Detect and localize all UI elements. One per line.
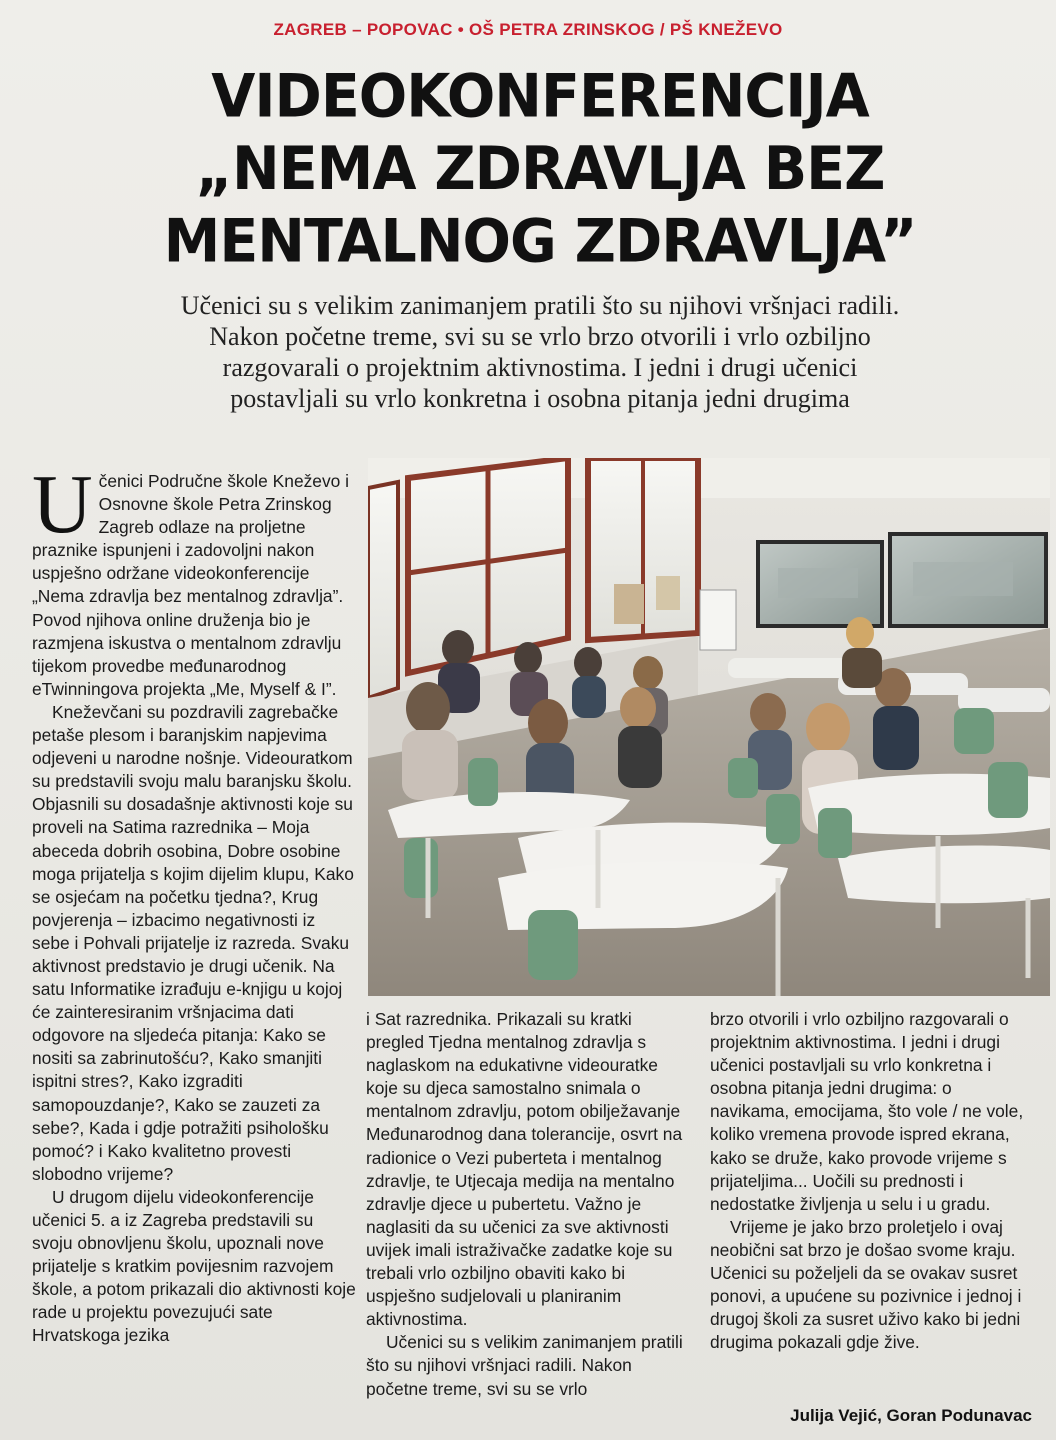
standfirst-line-2: Nakon početne treme, svi su se vrlo brzo otvorili i vrlo ozbiljno	[209, 322, 871, 351]
article-paragraph-4: i Sat razrednika. Prikazali su kratki pregled Tjedna mentalnog zdravlja s naglaskom na edukativne videouratke koje su djeca samostalno snimala o mentalnom zdravlju, potom obilježavanje Međunarodnog dana tolerancije, osvrt na radionice o Vezi puberteta i mentalnog zdravlje, te Utjecaja medija na mentalno zdravlje djece u pubertetu. Važno je naglasiti da su učenici za sve aktivnosti uvijek imali istraživačke zadatke koje su trebali vrlo ozbiljno obaviti kako bi uspješno sudjelovali u planiranim aktivnostima.	[366, 1009, 683, 1330]
article-paragraph-1: čenici Područne škole Kneževo i Osnovne škole Petra Zrinskog Zagreb odlaze na proljetne praznike ispunjeni i zadovoljni nakon uspješno održane videokonferencije „Nema zdravlja bez mentalnog zdravlja”. Povod njihova online druženja bio je razmjena iskustva o mentalnom zdravlju tijekom provedbe međunarodnog eTwinningova projekta „Me, Myself & I”.	[32, 471, 350, 699]
headline-line-2: „NEMA ZDRAVLJA BEZ	[195, 134, 885, 204]
article-paragraph-5: Učenici su s velikim zanimanjem pratili što su njihovi vršnjaci radili. Nakon početne treme, svi su se vrlo	[366, 1332, 683, 1399]
article-column-1	[32, 458, 356, 1348]
standfirst	[100, 290, 980, 414]
headline-line-1: VIDEOKONFERENCIJA	[211, 61, 869, 132]
article-paragraph-2: Kneževčani su pozdravili zagrebačke petaše plesom i baranjskim napjevima odjeveni u narodne nošnje. Videouratkom su predstavili svoju malu baranjsku školu. Objasnili su dosadašnje aktivnosti koje su proveli na Satima razrednika – Moja abeceda dobrih osobina, Dobre osobine moga prijatelja s kojim dijelim klupu, Kako se osjećam na početku tjedna?, Krug povjerenja – izbacimo negativnosti iz sebe i Pohvali prijatelje iz razreda. Svaku aktivnost predstavio je drugi učenik. Na satu Informatike izrađuju e-knjigu u kojoj će zainteresiranim vršnjacima dati odgovore na sljedeća pitanja: Kako se nositi sa zabrinutošću?, Kako smanjiti ispitni stres?, Kako izgraditi samopouzdanje?, Kako se zauzeti za sebe?, Kada i gdje potražiti psihološku pomoć? i Kako kvalitetno provesti slobodno vrijeme?	[32, 701, 354, 1184]
standfirst-line-3: razgovarali o projektnim aktivnostima. I jedni i drugi učenici	[222, 353, 858, 382]
article-paragraph-3: U drugom dijelu videokonferencije učenici 5. a iz Zagreba predstavili su svoju obnovljenu školu, upoznali nove prijatelje s kratkim povijesnim razvojem škole, a potom prikazali dio aktivnosti koje rade u projektu povezujući sate Hrvatskoga jezika	[32, 1186, 356, 1346]
classroom-photo-illustration	[368, 458, 1050, 996]
article-paragraph-7: Vrijeme je jako brzo proletjelo i ovaj neobični sat brzo je došao svome kraju. Učenici su poželjeli da se ovakav susret ponovi, a upućene su pozivnice i jednoj i drugoj školi za susret uživo kako bi jedni drugima pokazali gdje žive.	[710, 1216, 1022, 1353]
headline	[60, 61, 1020, 278]
kicker: ZAGREB – POPOVAC • OŠ PETRA ZRINSKOG / PŠ KNEŽEVO	[273, 20, 783, 39]
article-column-3	[710, 1008, 1032, 1354]
article-column-2	[366, 1008, 692, 1401]
headline-line-3: MENTALNOG ZDRAVLJA”	[163, 206, 917, 277]
classroom-photo	[368, 458, 1050, 996]
standfirst-line-4: postavljali su vrlo konkretna i osobna pitanja jedni drugima	[230, 384, 850, 413]
article-paragraph-6: brzo otvorili i vrlo ozbiljno razgovarali o projektnim aktivnostima. I jedni i drugi učenici postavljali su vrlo konkretna i osobna pitanja jedni drugima: o navikama, emocijama, što vole / ne vole, koliko vremena provode ispred ekrana, kako se druže, kako provode vrijeme s prijateljima... Uočili su prednosti i nedostatke življenja u selu i u gradu.	[710, 1009, 1024, 1214]
standfirst-line-1: Učenici su s velikim zanimanjem pratili što su njihovi vršnjaci radili.	[180, 291, 900, 320]
byline: Julija Vejić, Goran Podunavac	[790, 1406, 1032, 1425]
dropcap: U	[32, 458, 93, 551]
